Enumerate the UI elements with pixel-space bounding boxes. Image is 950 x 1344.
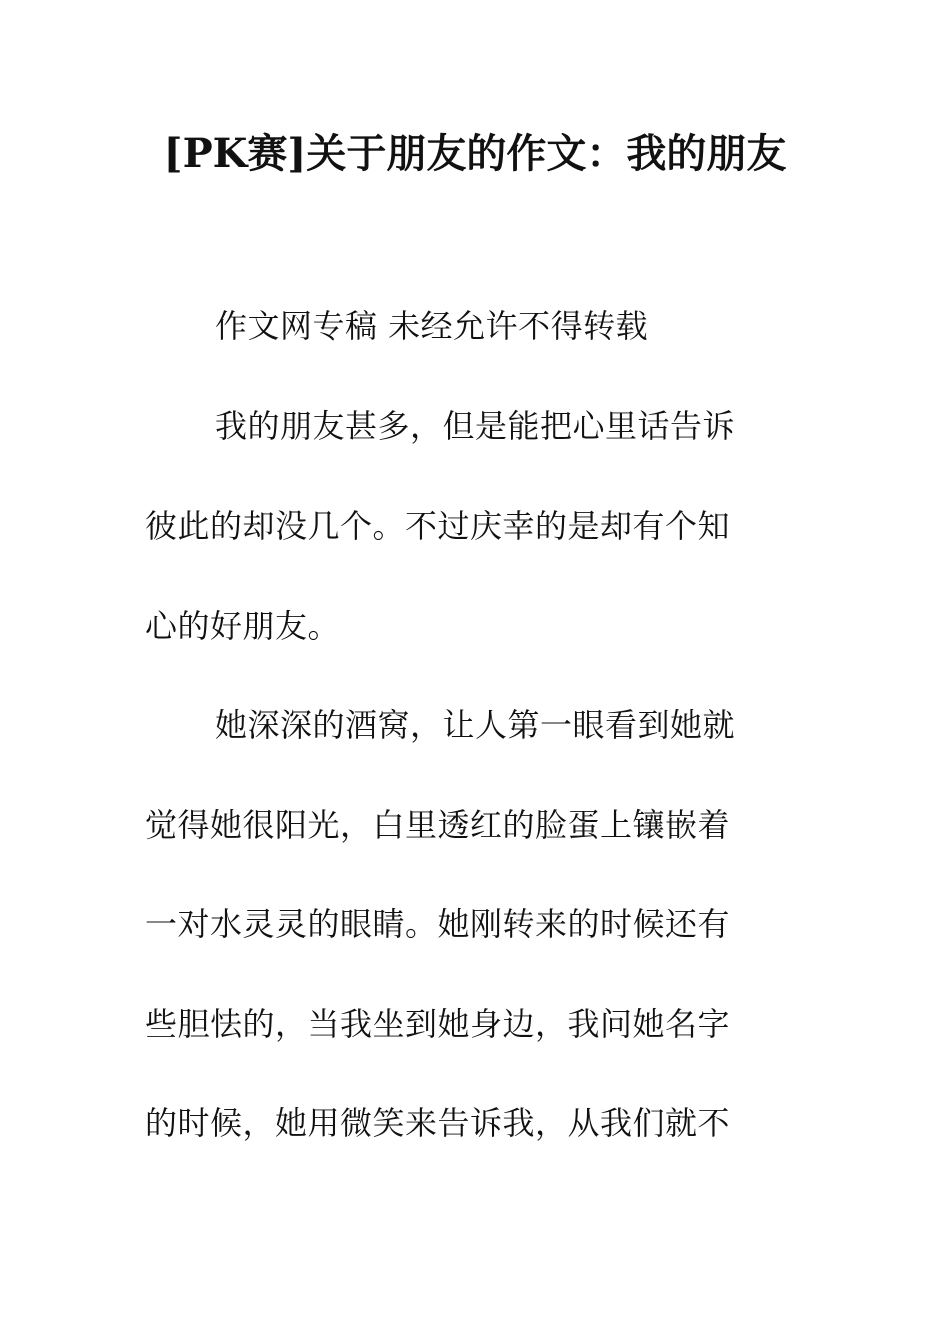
- paragraph-line: 我的朋友甚多，但是能把心里话告诉: [215, 407, 736, 445]
- byline-text: 作文网专稿 未经允许不得转载: [215, 307, 649, 345]
- paragraph-line: 一对水灵灵的眼睛。她刚转来的时候还有: [145, 905, 731, 943]
- paragraph-line: 些胆怯的，当我坐到她身边，我问她名字: [145, 1005, 731, 1043]
- paragraph-line: 心的好朋友。: [145, 607, 341, 645]
- paragraph-line: 觉得她很阳光，白里透红的脸蛋上镶嵌着: [145, 806, 731, 844]
- paragraph-line: 她深深的酒窝，让人第一眼看到她就: [215, 706, 736, 744]
- paragraph-line: 彼此的却没几个。不过庆幸的是却有个知: [145, 507, 731, 545]
- document-title: [PK赛]关于朋友的作文：我的朋友: [163, 130, 787, 177]
- paragraph-line: 的时候，她用微笑来告诉我，从我们就不: [145, 1104, 731, 1142]
